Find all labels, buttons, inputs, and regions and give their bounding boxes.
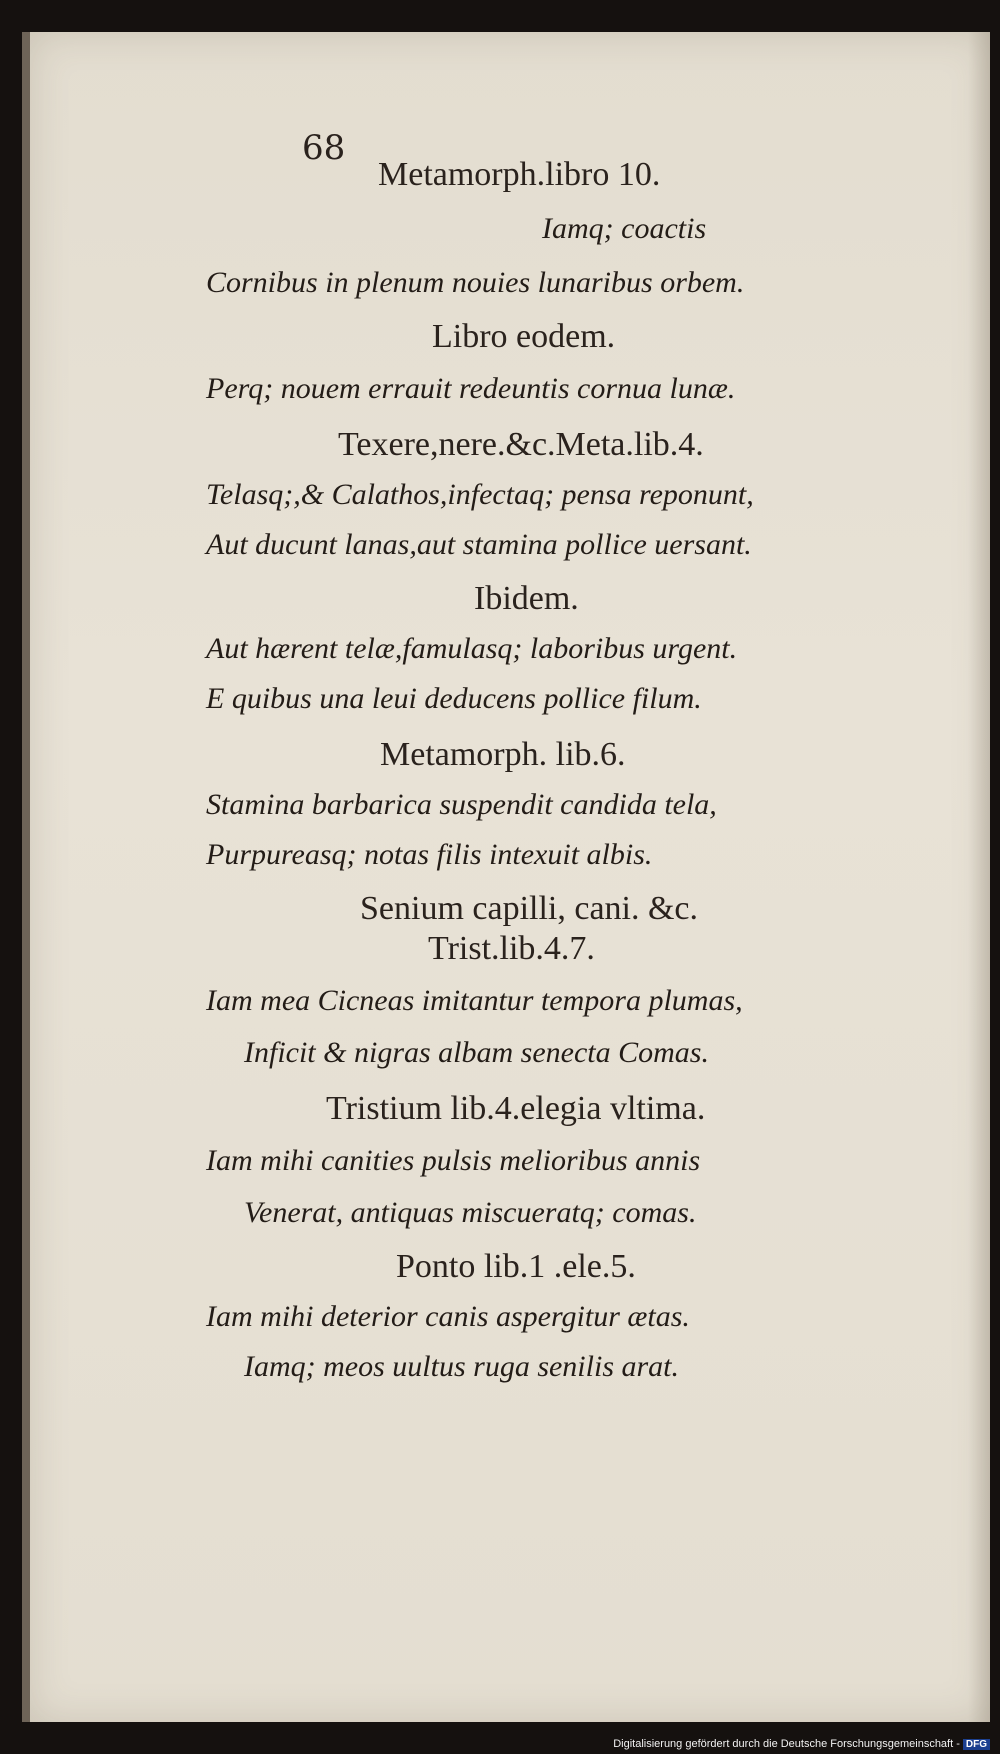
book-page [22, 32, 990, 1722]
heading-metamorph-10: Metamorph.libro 10. [378, 156, 661, 193]
heading-trist-4-7: Trist.lib.4.7. [428, 930, 595, 967]
verse-line: Aut ducunt lanas,aut stamina pollice uersant. [206, 528, 752, 561]
credit-text: Digitalisierung gefördert durch die Deutsche Forschungsgemeinschaft - [613, 1738, 960, 1750]
verse-line: Iam mihi deterior canis aspergitur ætas. [206, 1300, 690, 1333]
verse-line: Cornibus in plenum nouies lunaribus orbem. [206, 266, 745, 299]
verse-line: Purpureasq; notas filis intexuit albis. [206, 838, 653, 871]
heading-ponto-1-5: Ponto lib.1 .ele.5. [396, 1248, 636, 1285]
page-number: 68 [302, 128, 346, 168]
verse-line: Iamq; meos uultus ruga senilis arat. [244, 1350, 679, 1383]
digitization-credit [613, 1738, 990, 1750]
verse-line: Aut hærent telæ,famulasq; laboribus urgent. [206, 632, 738, 665]
heading-ibidem: Ibidem. [474, 580, 579, 617]
verse-line: Iamq; coactis [542, 212, 707, 245]
verse-line: Venerat, antiquas miscueratq; comas. [244, 1196, 697, 1229]
heading-libro-eodem: Libro eodem. [432, 318, 616, 355]
heading-metamorph-6: Metamorph. lib.6. [380, 736, 626, 773]
dfg-logo: DFG [963, 1739, 990, 1750]
verse-line: Perq; nouem errauit redeuntis cornua lunæ. [206, 372, 736, 405]
heading-tristium-ultima: Tristium lib.4.elegia vltima. [326, 1090, 706, 1127]
page-edge-shadow [968, 32, 990, 1722]
verse-line: Iam mihi canities pulsis melioribus annis [206, 1144, 701, 1177]
verse-line: Iam mea Cicneas imitantur tempora plumas, [206, 984, 743, 1017]
verse-line: Inficit & nigras albam senecta Comas. [244, 1036, 709, 1069]
heading-texere-nere: Texere,nere.&c.Meta.lib.4. [338, 426, 704, 463]
verse-line: Telasq;,& Calathos,infectaq; pensa reponunt, [206, 478, 754, 511]
verse-line: Stamina barbarica suspendit candida tela, [206, 788, 717, 821]
verse-line: E quibus una leui deducens pollice filum. [206, 682, 702, 715]
heading-senium-capilli: Senium capilli, cani. &c. [360, 890, 699, 927]
